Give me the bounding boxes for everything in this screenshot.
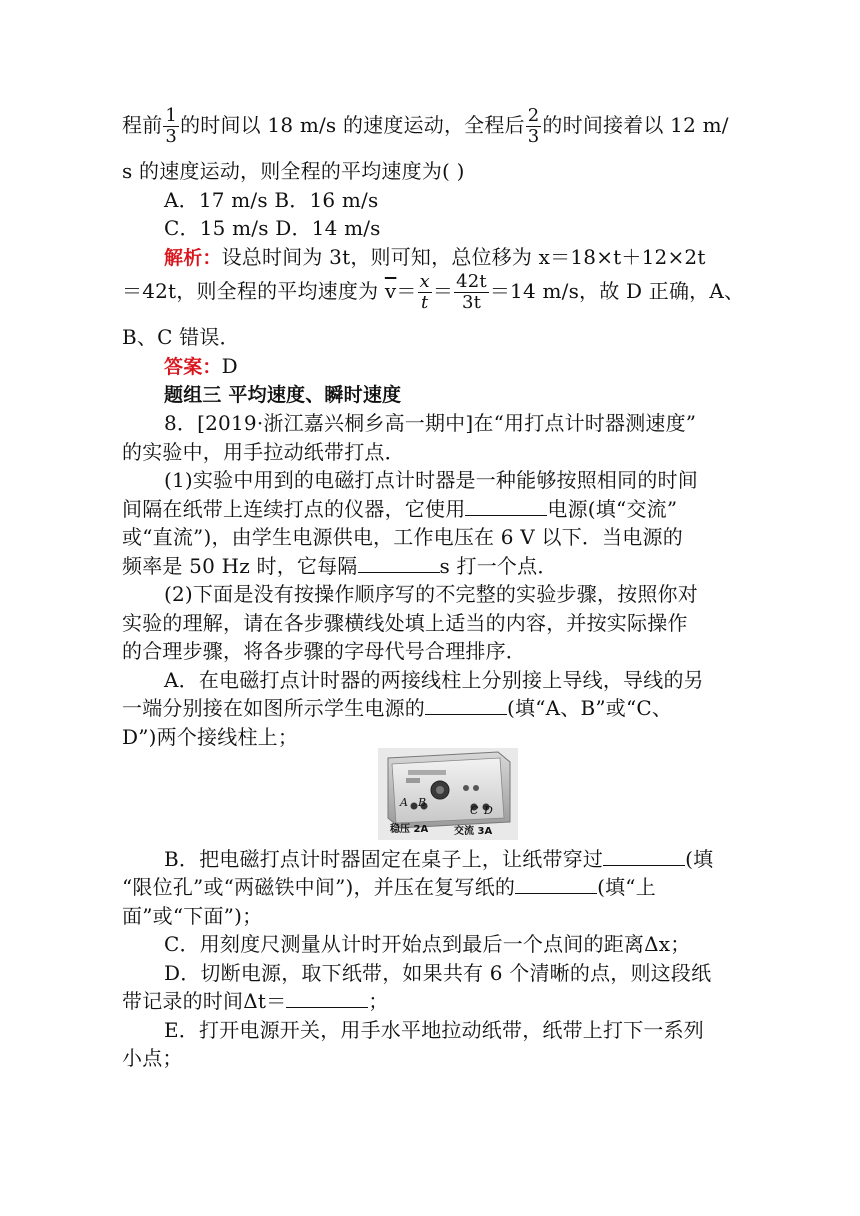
analysis-label: 解析：: [164, 247, 222, 269]
equals-sign: ＝: [432, 279, 454, 303]
q8-step-d-text: ；: [368, 989, 389, 1013]
q7-stem-a: 程前: [122, 113, 163, 137]
fraction-one-third: [163, 106, 179, 147]
q8-stem-line-1: 8．[2019·浙江嘉兴桐乡高一期中]在“用打点计时器测速度”: [164, 411, 697, 435]
q8-part1-line-1: (1)实验中用到的电磁打点计时器是一种能够按照相同的时间: [164, 468, 698, 492]
answer-blank[interactable]: [515, 875, 597, 894]
q8-step-a-line-2: [122, 694, 672, 722]
average-velocity-symbol: $\overline{v}$: [384, 279, 397, 303]
fraction-42t-over-3t: [454, 272, 489, 313]
q8-step-a-line-3: D”)两个接线柱上；: [122, 725, 299, 749]
q8-step-b-line-3: 面”或“下面”)；: [122, 904, 263, 928]
fraction-denominator: 3: [527, 126, 540, 147]
analysis-text-1: 设总时间为 3t，则可知，总位移为 x＝18×t＋12×2t: [221, 245, 706, 269]
power-supply-figure: [378, 748, 518, 840]
q8-step-b-text: “限位孔”或“两磁铁中间”)，并压在复写纸的: [122, 875, 516, 899]
q8-step-e-line-2: 小点；: [122, 1046, 183, 1070]
q8-step-c: C．用刻度尺测量从计时开始点到最后一个点间的距离Δx；: [164, 932, 691, 956]
q7-analysis-line-2: [122, 272, 744, 313]
fraction-numerator: 1: [165, 105, 178, 126]
q8-step-a-text: 一端分别接在如图所示学生电源的: [122, 696, 425, 720]
answer-blank[interactable]: [358, 554, 440, 573]
q8-part1-text: 间隔在纸带上连续打点的仪器，它使用: [122, 497, 466, 521]
q8-part2-line-3: 的合理步骤，将各步骤的字母代号合理排序．: [122, 639, 526, 663]
q7-stem-b: 的时间以 18 m/s 的速度运动，全程后: [180, 113, 525, 137]
answer-blank[interactable]: [286, 989, 368, 1008]
group3-title: 题组三 平均速度、瞬时速度: [164, 384, 402, 406]
q7-analysis-line-1: [164, 243, 706, 272]
terminal-label-a: A: [400, 796, 408, 809]
q8-step-b-line-1: [164, 845, 713, 873]
fraction-denominator: t: [421, 292, 429, 313]
fraction-numerator: 42t: [456, 271, 487, 292]
q8-part2-line-2: 实验的理解，请在各步骤横线处填上适当的内容，并按实际操作: [122, 611, 688, 635]
terminal-label-d: D: [484, 804, 493, 817]
analysis-text-2b: ＝14 m/s，故 D 正确，A、: [489, 279, 745, 303]
q8-part1-text: 频率是 50 Hz 时，它每隔: [122, 554, 358, 578]
q7-analysis-line-3: B、C 错误．: [122, 325, 240, 349]
answer-label: 答案：: [164, 356, 222, 378]
q8-step-d-text: 带记录的时间Δt＝: [122, 989, 287, 1013]
q8-step-a-line-1: A．在电磁打点计时器的两接线柱上分别接上导线，导线的另: [164, 668, 704, 692]
fraction-numerator: 2: [527, 105, 540, 126]
q8-part1-line-3: 或“直流”)，由学生电源供电，工作电压在 6 V 以下．当电源的: [122, 525, 683, 549]
q8-step-a-text: (填“A、B”或“C、: [507, 696, 673, 720]
answer-blank[interactable]: [465, 497, 547, 516]
caption-ac: 交流 3A: [454, 826, 493, 837]
q8-step-d-line-2: [122, 987, 388, 1015]
q7-stem-c: 的时间接着以 12 m/: [542, 113, 729, 137]
q8-part1-text: 电源(填“交流”: [547, 497, 678, 521]
q8-part1-line-4: [122, 552, 558, 580]
fraction-numerator: x: [419, 271, 430, 292]
q8-step-e-line-1: E．打开电源开关，用手水平地拉动纸带，纸带上打下一系列: [164, 1018, 704, 1042]
q8-step-b-text: (填: [685, 847, 714, 871]
fraction-two-thirds: [526, 106, 542, 147]
q7-answer: [164, 352, 238, 381]
terminal-label-c: C: [470, 804, 479, 817]
q8-stem-line-2: 的实验中，用手拉动纸带打点．: [122, 440, 405, 464]
answer-value: D: [221, 354, 238, 378]
q7-stem-line-1: [122, 106, 729, 147]
q8-part1-text: s 打一个点．: [439, 554, 558, 578]
equals-sign: ＝: [396, 279, 417, 303]
power-supply-image: [378, 748, 518, 840]
q7-options-ab: A．17 m/s B．16 m/s: [164, 188, 379, 212]
q8-part2-line-1: (2)下面是没有按操作顺序写的不完整的实验步骤，按照你对: [164, 582, 698, 606]
q8-step-d-line-1: D．切断电源，取下纸带，如果共有 6 个清晰的点，则这段纸: [164, 961, 712, 985]
q8-step-b-text: B．把电磁打点计时器固定在桌子上，让纸带穿过: [164, 847, 604, 871]
analysis-text-2a: ＝42t，则全程的平均速度为: [122, 279, 385, 303]
q7-stem-line-2: s 的速度运动，则全程的平均速度为( ): [122, 159, 465, 183]
answer-blank[interactable]: [425, 696, 507, 715]
q8-part1-line-2: [122, 495, 677, 523]
fraction-x-over-t: [418, 272, 432, 313]
terminal-label-b: B: [418, 796, 427, 809]
q8-step-b-text: (填“上: [597, 875, 656, 899]
answer-blank[interactable]: [603, 847, 685, 866]
caption-regulated: 稳压 2A: [390, 824, 429, 835]
q8-step-b-line-2: [122, 873, 656, 901]
fraction-denominator: 3t: [461, 292, 482, 313]
fraction-denominator: 3: [165, 126, 178, 147]
q7-options-cd: C．15 m/s D．14 m/s: [164, 216, 381, 240]
